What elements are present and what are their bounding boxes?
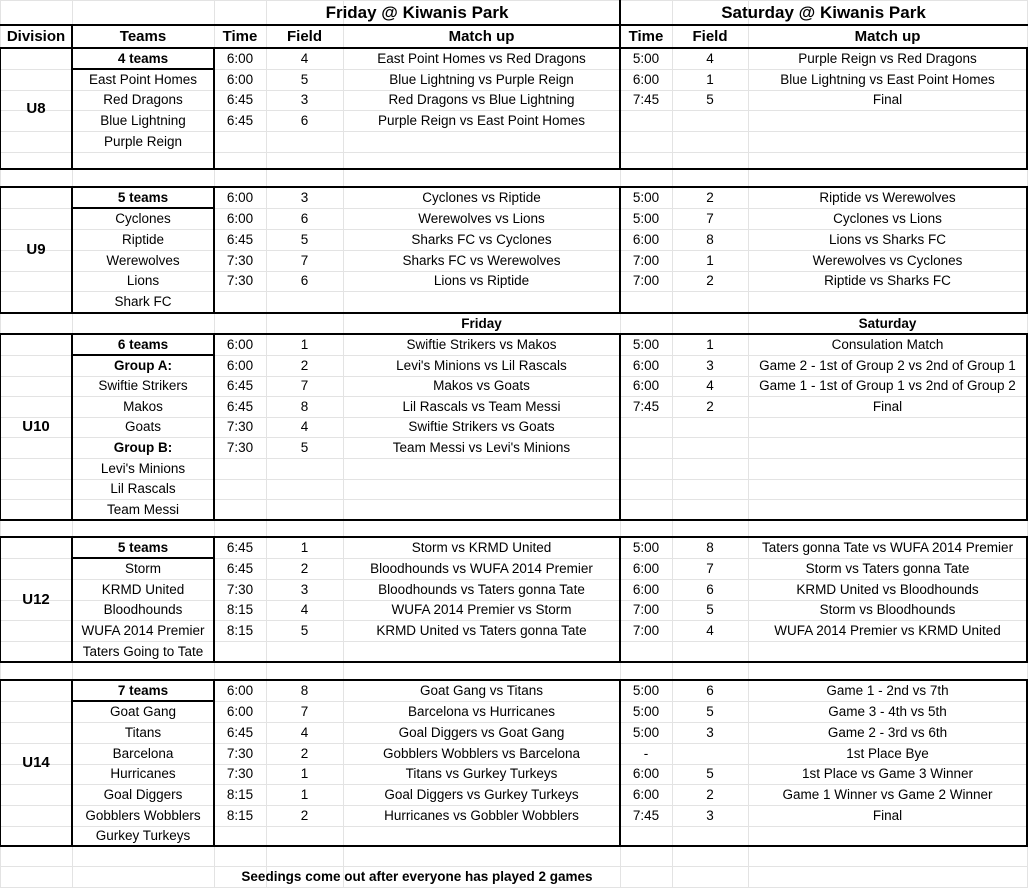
saturday-match-time: 6:00 [632, 786, 660, 802]
friday-matchup: Bloodhounds vs Taters gonna Tate [378, 581, 585, 597]
friday-match-time: 6:00 [226, 210, 254, 226]
friday-match-field: 5 [300, 439, 309, 455]
saturday-matchup: Cyclones vs Lions [833, 210, 942, 226]
saturday-match-field: 3 [706, 724, 714, 740]
saturday-match-field: 8 [706, 231, 714, 247]
friday-match-field: 4 [300, 50, 309, 66]
saturday-match-field: 6 [706, 581, 714, 597]
friday-matchup: Swiftie Strikers vs Goats [408, 419, 555, 434]
friday-matchup: Blue Lightning vs Purple Reign [389, 71, 574, 87]
saturday-match-field: 3 [706, 807, 714, 823]
saturday-match-field: 3 [706, 357, 714, 373]
saturday-matchup: Storm vs Bloodhounds [819, 602, 956, 617]
friday-match-time: 6:00 [226, 50, 254, 66]
friday-matchup: Sharks FC vs Werewolves [402, 252, 561, 268]
border-line [71, 680, 73, 847]
team-name: Purple Reign [103, 133, 183, 149]
team-name: East Point Homes [88, 71, 198, 87]
friday-match-field: 4 [300, 419, 309, 434]
friday-match-field: 1 [300, 539, 309, 555]
grid-line [0, 152, 1028, 153]
border-line [0, 680, 1, 847]
border-line [0, 519, 1028, 521]
border-line [72, 557, 215, 559]
saturday-matchup: Final [872, 807, 903, 823]
saturday-match-field: 5 [706, 703, 714, 719]
team-name: Taters Going to Tate [82, 643, 204, 659]
team-name: Bloodhounds [103, 602, 183, 617]
friday-match-time: 6:45 [226, 92, 254, 107]
team-name: Storm [124, 560, 161, 576]
team-name: Werewolves [106, 252, 180, 268]
friday-match-time: 6:45 [226, 231, 254, 247]
team-group-label: 6 teams [117, 336, 169, 352]
saturday-matchup: Taters gonna Tate vs WUFA 2014 Premier [761, 539, 1014, 555]
saturday-match-field: 4 [706, 378, 714, 393]
border-line [0, 186, 1028, 188]
friday-time-header: Time [222, 27, 258, 45]
saturday-match-field: 1 [706, 71, 714, 87]
saturday-match-time: 7:00 [632, 273, 660, 288]
friday-match-field: 5 [300, 71, 309, 87]
friday-match-time: 7:30 [226, 581, 254, 597]
team-name: Goal Diggers [103, 786, 183, 802]
division-name: U8 [26, 99, 46, 117]
saturday-matchup: Riptide vs Werewolves [819, 189, 956, 205]
team-name: Team Messi [106, 501, 179, 517]
team-name: Riptide [121, 231, 165, 247]
team-name: Goat Gang [109, 703, 177, 719]
friday-match-time: 6:00 [226, 682, 254, 698]
saturday-match-field: 2 [706, 273, 714, 288]
team-name: WUFA 2014 Premier [81, 622, 205, 638]
team-group-label: 5 teams [117, 539, 169, 555]
saturday-match-field [672, 744, 748, 764]
friday-subheader: Friday [461, 315, 502, 331]
friday-matchup: Red Dragons vs Blue Lightning [388, 92, 575, 107]
friday-match-field: 2 [300, 745, 309, 761]
grid-line [0, 0, 1028, 1]
team-name: KRMD United [101, 581, 185, 597]
border-line [0, 537, 1, 663]
friday-matchup: Gobblers Wobblers vs Barcelona [382, 745, 581, 761]
friday-matchup: Goal Diggers vs Goat Gang [398, 724, 565, 740]
saturday-matchup: Werewolves vs Cyclones [812, 252, 963, 268]
friday-match-field: 1 [300, 786, 309, 802]
friday-match-time: 6:00 [226, 357, 254, 373]
team-name: Gurkey Turkeys [95, 828, 191, 843]
saturday-match-time: 5:00 [632, 539, 660, 555]
friday-match-time: 7:30 [226, 745, 254, 761]
division-name: U9 [26, 241, 46, 258]
saturday-match-field: 4 [706, 50, 714, 66]
border-line [72, 207, 215, 209]
friday-match-time: 8:15 [226, 786, 254, 802]
friday-match-time: 6:00 [226, 71, 254, 87]
saturday-match-field: 2 [706, 398, 714, 414]
friday-match-field: 6 [300, 112, 309, 128]
border-line [71, 537, 73, 663]
border-line [619, 48, 621, 170]
friday-match-field: 6 [300, 210, 309, 226]
friday-match-field: 2 [300, 357, 309, 373]
friday-match-field: 8 [300, 682, 309, 698]
teams-header: Teams [119, 27, 167, 45]
team-name: Shark FC [114, 294, 172, 309]
saturday-matchup: Final [872, 92, 903, 107]
friday-match-field: 1 [300, 766, 309, 781]
saturday-match-field: 5 [706, 766, 714, 781]
friday-matchup: Storm vs KRMD United [411, 539, 552, 555]
saturday-matchup: Storm vs Taters gonna Tate [805, 560, 970, 576]
team-group-label: Group B: [113, 439, 173, 455]
saturday-match-field: 2 [706, 189, 714, 205]
friday-match-time: 6:45 [226, 724, 254, 740]
team-name: Hurricanes [110, 766, 176, 781]
border-line [0, 168, 1028, 170]
saturday-match-field: 7 [706, 560, 714, 576]
saturday-matchup: Game 1 Winner vs Game 2 Winner [782, 786, 993, 802]
division-name: U14 [22, 754, 50, 771]
friday-matchup: KRMD United vs Taters gonna Tate [376, 622, 587, 638]
border-line [0, 47, 1028, 49]
saturday-matchup: Game 2 - 1st of Group 2 vs 2nd of Group 1 [759, 357, 1016, 373]
team-group-label: 7 teams [117, 682, 169, 698]
team-name: Cyclones [115, 210, 171, 226]
friday-matchup: Hurricanes vs Gobbler Wobblers [384, 807, 579, 823]
friday-match-time: 7:30 [226, 419, 254, 434]
division-header: Division [6, 27, 66, 45]
team-name: Red Dragons [103, 92, 183, 107]
friday-matchup: East Point Homes vs Red Dragons [377, 50, 586, 66]
friday-matchup: Barcelona vs Hurricanes [407, 703, 556, 719]
friday-match-time: 6:45 [226, 398, 254, 414]
saturday-matchup: KRMD United vs Bloodhounds [796, 581, 979, 597]
border-line [72, 68, 215, 70]
friday-matchup: Lil Rascals vs Team Messi [402, 398, 561, 414]
border-line [213, 187, 215, 314]
team-name: Goats [124, 419, 162, 434]
saturday-match-field: 5 [706, 92, 714, 107]
saturday-match-field: 7 [706, 210, 714, 226]
saturday-matchup: 1st Place vs Game 3 Winner [801, 766, 974, 781]
friday-match-time: 7:30 [226, 439, 254, 455]
friday-match-time: 7:30 [226, 252, 254, 268]
saturday-match-field: 5 [706, 602, 714, 617]
border-line [619, 187, 621, 314]
friday-matchup: Lions vs Riptide [433, 273, 530, 288]
border-line [0, 48, 1, 170]
team-group-label: Group A: [114, 357, 172, 373]
saturday-match-time: 5:00 [632, 703, 660, 719]
friday-match-time: 7:30 [226, 273, 254, 288]
saturday-matchup: Game 1 - 1st of Group 1 vs 2nd of Group 2 [759, 378, 1016, 393]
friday-matchup: Goat Gang vs Titans [419, 682, 544, 698]
saturday-matchup: 1st Place Bye [846, 745, 929, 761]
friday-matchup: Makos vs Goats [433, 378, 530, 393]
border-line [72, 354, 215, 356]
friday-matchup: Swiftie Strikers vs Makos [406, 336, 557, 352]
saturday-match-time: 5:00 [632, 50, 660, 66]
friday-match-field: 7 [300, 252, 309, 268]
friday-match-time: 6:45 [226, 378, 254, 393]
friday-match-field: 2 [300, 560, 309, 576]
saturday-match-time: 7:00 [632, 602, 660, 617]
border-line [0, 679, 1028, 681]
friday-matchup: Cyclones vs Riptide [422, 189, 541, 205]
border-line [0, 536, 1028, 538]
saturday-match-field: 6 [706, 682, 714, 698]
team-name: Lions [126, 273, 160, 288]
saturday-match-field: 2 [706, 786, 714, 802]
team-name: Swiftie Strikers [98, 378, 188, 393]
saturday-matchup: Riptide vs Sharks FC [824, 273, 951, 288]
friday-matchup: Team Messi vs Levi's Minions [392, 439, 571, 455]
saturday-match-time: 5:00 [632, 189, 660, 205]
saturday-match-time: 6:00 [632, 378, 660, 393]
friday-match-time: 6:45 [226, 112, 254, 128]
saturday-matchup: Game 3 - 4th vs 5th [828, 703, 947, 719]
team-name: Levi's Minions [100, 460, 186, 476]
friday-match-field: 6 [300, 273, 309, 288]
saturday-match-field: 8 [706, 539, 714, 555]
border-line [72, 700, 215, 702]
border-line [213, 680, 215, 847]
border-line [0, 24, 1028, 26]
team-name: Gobblers Wobblers [85, 807, 201, 823]
saturday-match-time: - [643, 745, 649, 761]
border-line [71, 25, 73, 49]
saturday-match-time: 6:00 [632, 560, 660, 576]
friday-match-field: 5 [300, 231, 309, 247]
friday-matchup-header: Match up [448, 27, 515, 45]
saturday-match-time: 6:00 [632, 231, 660, 247]
friday-match-field: 3 [300, 92, 309, 107]
friday-match-field: 7 [300, 378, 309, 393]
saturday-title: Saturday @ Kiwanis Park [721, 2, 926, 22]
saturday-matchup: Game 1 - 2nd vs 7th [826, 682, 949, 698]
border-line [619, 334, 621, 521]
saturday-match-field: 1 [706, 252, 714, 268]
friday-matchup: Sharks FC vs Cyclones [411, 231, 552, 247]
friday-matchup: Titans vs Gurkey Turkeys [405, 766, 558, 781]
friday-match-time: 8:15 [226, 622, 254, 638]
friday-match-field: 3 [300, 189, 309, 205]
team-group-label: 4 teams [117, 50, 169, 66]
saturday-matchup: WUFA 2014 Premier vs KRMD United [774, 622, 1001, 638]
team-name: Lil Rascals [110, 481, 176, 496]
saturday-match-field: 1 [706, 336, 714, 352]
saturday-matchup: Consulation Match [831, 336, 944, 352]
footer-note: Seedings come out after everyone has played 2 games [241, 868, 593, 884]
border-line [619, 680, 621, 847]
border-line [619, 537, 621, 663]
saturday-match-time: 7:45 [632, 807, 660, 823]
saturday-match-time: 7:00 [632, 622, 660, 638]
saturday-match-time: 5:00 [632, 724, 660, 740]
border-line [619, 0, 621, 49]
friday-match-field: 3 [300, 581, 309, 597]
friday-match-field: 8 [300, 398, 309, 414]
friday-match-field: 4 [300, 602, 309, 617]
border-line [0, 334, 1, 521]
saturday-subheader: Saturday [858, 315, 917, 331]
border-line [0, 845, 1028, 847]
saturday-matchup-header: Match up [854, 27, 921, 45]
saturday-field-header: Field [692, 27, 728, 45]
saturday-match-time: 6:00 [632, 766, 660, 781]
team-name: Barcelona [112, 745, 174, 761]
team-name: Makos [123, 398, 163, 414]
friday-match-time: 7:30 [226, 766, 254, 781]
border-line [71, 48, 73, 170]
saturday-match-time: 7:45 [632, 398, 660, 414]
saturday-matchup: Purple Reign vs Red Dragons [798, 50, 977, 66]
saturday-match-time: 5:00 [632, 682, 660, 698]
friday-match-time: 6:45 [226, 560, 254, 576]
saturday-match-time: 6:00 [632, 71, 660, 87]
friday-matchup: Purple Reign vs East Point Homes [377, 112, 586, 128]
saturday-time-header: Time [628, 27, 664, 45]
team-name: Titans [124, 724, 162, 740]
team-name: Blue Lightning [100, 112, 186, 128]
friday-matchup: Werewolves vs Lions [418, 210, 545, 226]
saturday-matchup: Game 2 - 3rd vs 6th [827, 724, 948, 740]
friday-title: Friday @ Kiwanis Park [325, 2, 509, 22]
friday-matchup: Goal Diggers vs Gurkey Turkeys [384, 786, 579, 802]
saturday-match-time: 5:00 [632, 336, 660, 352]
saturday-match-time: 6:00 [632, 357, 660, 373]
saturday-match-field: 4 [706, 622, 714, 638]
friday-matchup: Levi's Minions vs Lil Rascals [396, 357, 567, 373]
friday-match-time: 8:15 [226, 602, 254, 617]
border-line [0, 187, 1, 314]
friday-matchup: WUFA 2014 Premier vs Storm [391, 602, 572, 617]
friday-match-field: 5 [300, 622, 309, 638]
saturday-match-time: 5:00 [632, 210, 660, 226]
border-line [213, 334, 215, 521]
saturday-match-time: 7:00 [632, 252, 660, 268]
saturday-matchup: Blue Lightning vs East Point Homes [780, 71, 995, 87]
saturday-matchup: Final [872, 398, 903, 414]
friday-match-field: 1 [300, 336, 309, 352]
division-name: U10 [22, 418, 50, 435]
border-line [71, 187, 73, 314]
friday-field-header: Field [286, 27, 322, 45]
division-name: U12 [22, 590, 50, 608]
friday-match-time: 6:00 [226, 703, 254, 719]
saturday-match-time: 7:45 [632, 92, 660, 107]
border-line [213, 537, 215, 663]
friday-match-field: 7 [300, 703, 309, 719]
friday-match-time: 6:00 [226, 336, 254, 352]
friday-match-time: 6:00 [226, 189, 254, 205]
friday-match-field: 2 [300, 807, 309, 823]
friday-match-time: 8:15 [226, 807, 254, 823]
saturday-matchup: Lions vs Sharks FC [828, 231, 947, 247]
border-line [213, 48, 215, 170]
friday-matchup: Bloodhounds vs WUFA 2014 Premier [370, 560, 593, 576]
saturday-match-time: 6:00 [632, 581, 660, 597]
border-line [0, 661, 1028, 663]
border-line [71, 334, 73, 521]
team-group-label: 5 teams [117, 189, 169, 205]
friday-match-time: 6:45 [226, 539, 254, 555]
friday-match-field: 4 [300, 724, 309, 740]
